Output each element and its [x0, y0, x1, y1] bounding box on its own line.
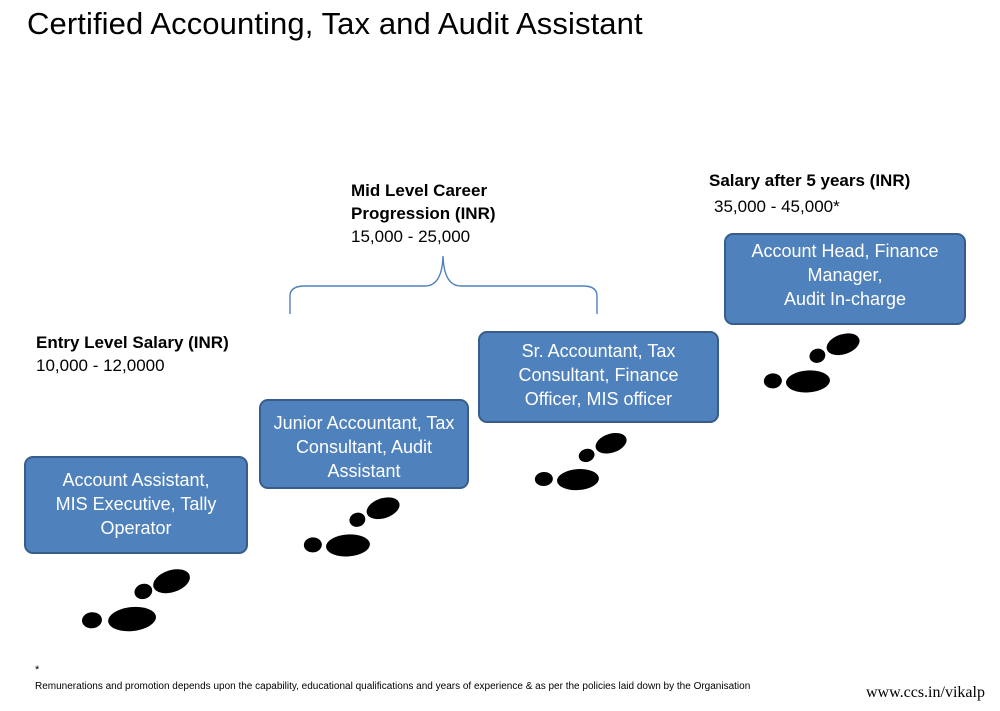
step-box-entry	[24, 456, 248, 554]
step-box-line: Account Head, Finance	[751, 241, 939, 261]
mid-salary	[351, 179, 496, 248]
entry-salary-range: 10,000 - 12,0000	[36, 356, 165, 375]
footnote-marker: *	[35, 664, 40, 676]
footprints-icon	[78, 562, 194, 638]
step-box-senior	[478, 331, 719, 423]
page-title: Certified Accounting, Tax and Audit Assistant	[27, 6, 643, 41]
footnote-text: Remunerations and promotion depends upon the capability, educational qualifications and years of experience & as per the policies laid down by the Organisation	[35, 681, 751, 692]
footprints-icon	[300, 494, 404, 560]
mid-salary-label-line2: Progression (INR)	[351, 204, 496, 223]
step-box-line: Audit In-charge	[783, 289, 907, 309]
step-box-line: Account Assistant,	[62, 470, 210, 490]
footprints-icon	[760, 330, 864, 396]
website-url: www.ccs.in/vikalp	[866, 684, 985, 701]
step-box-head	[724, 233, 966, 325]
step-box-line: Junior Accountant, Tax	[273, 413, 455, 433]
step-box-line: Officer, MIS officer	[524, 389, 673, 409]
footprints-icon	[532, 430, 632, 494]
mid-salary-range: 15,000 - 25,000	[351, 227, 471, 246]
senior-salary-label: Salary after 5 years (INR)	[709, 171, 911, 190]
entry-salary	[36, 331, 229, 377]
step-box-line: MIS Executive, Tally	[55, 494, 217, 514]
brace-icon	[285, 252, 601, 318]
step-box-junior	[259, 399, 469, 489]
mid-salary-label-line1: Mid Level Career	[351, 181, 488, 200]
senior-salary	[709, 169, 910, 218]
step-box-line: Consultant, Finance	[518, 365, 679, 385]
entry-salary-label: Entry Level Salary (INR)	[36, 333, 229, 352]
step-box-line: Operator	[100, 518, 172, 538]
step-box-line: Manager,	[807, 265, 883, 285]
step-box-line: Assistant	[327, 461, 401, 481]
step-box-line: Consultant, Audit	[295, 437, 433, 457]
step-box-line: Sr. Accountant, Tax	[521, 341, 676, 361]
senior-salary-range: 35,000 - 45,000*	[714, 197, 840, 216]
